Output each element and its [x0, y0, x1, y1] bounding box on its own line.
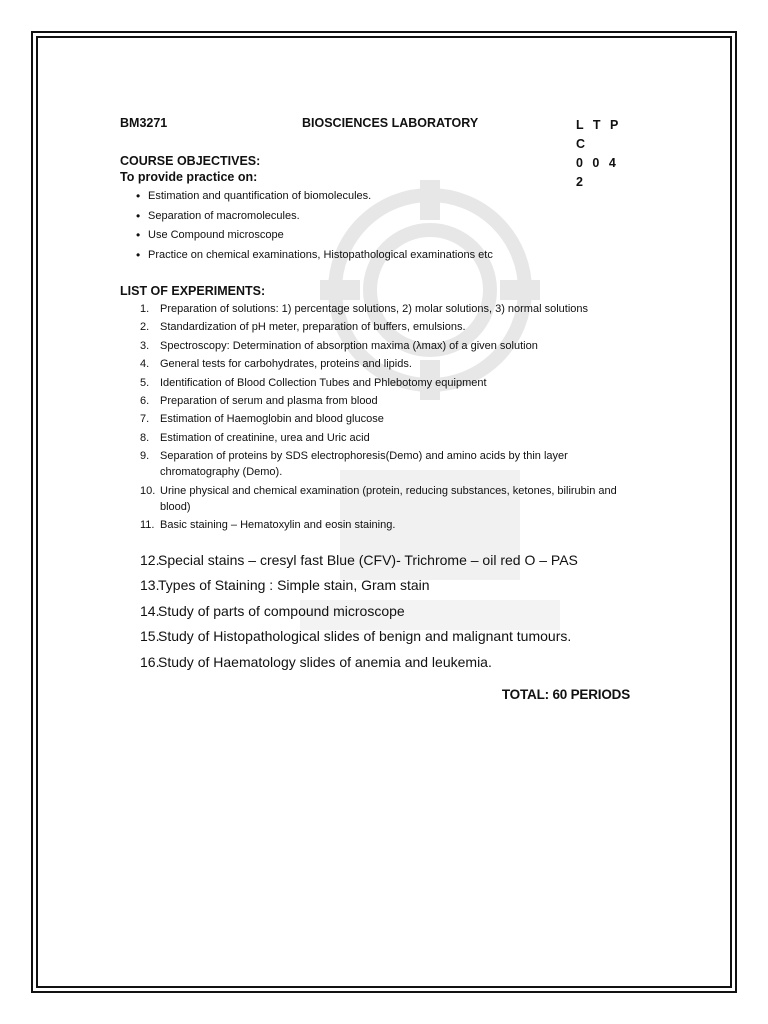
list-item — [120, 653, 640, 671]
list-item: • Use Compound microscope — [136, 226, 640, 246]
item-text: Basic staining – Hematoxylin and eosin staining. — [160, 518, 396, 531]
item-number: 5. — [140, 376, 150, 389]
list-item — [120, 301, 640, 317]
course-code: BM3271 — [120, 116, 168, 130]
item-number: 14. — [140, 602, 160, 619]
list-item: • Separation of macromolecules. — [136, 207, 640, 227]
experiments-list — [120, 301, 640, 533]
list-item: • Practice on chemical examinations, Histopathological examinations etc — [136, 246, 640, 266]
objectives-list — [120, 187, 640, 265]
item-text: General tests for carbohydrates, proteins and lipids. — [160, 358, 412, 371]
list-item — [120, 393, 640, 409]
objectives-intro: To provide practice on: — [120, 170, 258, 184]
item-text: Study of Haematology slides of anemia and leukemia. — [158, 653, 492, 670]
list-item — [120, 551, 640, 569]
item-text: Identification of Blood Collection Tubes and Phlebotomy equipment — [160, 376, 487, 389]
item-text: Preparation of serum and plasma from blood — [160, 394, 378, 407]
list-item — [120, 627, 640, 645]
objectives-heading: COURSE OBJECTIVES: — [120, 154, 261, 168]
list-item — [120, 483, 640, 515]
ltpc-values: 0 0 4 2 — [576, 156, 619, 189]
item-number: 9. — [140, 450, 150, 463]
item-text: Study of Histopathological slides of benign and malignant tumours. — [158, 628, 572, 645]
list-item — [120, 375, 640, 391]
item-number: 11. — [140, 518, 155, 531]
item-number: 6. — [140, 394, 150, 407]
list-item — [120, 576, 640, 594]
course-objectives — [120, 153, 640, 265]
item-number: 2. — [140, 321, 150, 334]
item-number: 3. — [140, 339, 150, 352]
item-text: Estimation of Haemoglobin and blood glucose — [160, 413, 384, 426]
item-text: Estimation of creatinine, urea and Uric acid — [160, 431, 370, 444]
item-text: Types of Staining : Simple stain, Gram stain — [158, 577, 430, 594]
item-number: 8. — [140, 431, 150, 444]
item-text: Preparation of solutions: 1) percentage solutions, 2) molar solutions, 3) normal solutions — [160, 303, 589, 315]
list-item — [120, 319, 640, 335]
total-periods: TOTAL: 60 PERIODS — [501, 687, 630, 702]
item-text: Standardization of pH meter, preparation of buffers, emulsions. — [160, 321, 466, 334]
item-text: Study of parts of compound microscope — [158, 602, 405, 619]
experiments-heading: LIST OF EXPERIMENTS: — [120, 284, 266, 298]
item-number: 16. — [140, 653, 160, 670]
list-item — [120, 448, 640, 480]
list-item — [120, 430, 640, 446]
item-number: 15. — [140, 628, 160, 645]
list-item: • Estimation and quantification of biomolecules. — [136, 187, 640, 207]
list-item — [120, 338, 640, 354]
item-number: 7. — [140, 413, 150, 426]
ltpc-label: L T P C — [576, 118, 622, 151]
list-item — [120, 356, 640, 372]
list-item — [120, 411, 640, 427]
item-number: 10. — [140, 484, 156, 497]
item-text: Spectroscopy: Determination of absorption maxima (λmax) of a given solution — [160, 339, 538, 352]
item-number: 12. — [140, 552, 160, 568]
course-title: BIOSCIENCES LABORATORY — [302, 116, 479, 130]
item-text: Separation of proteins by SDS electrophoresis(Demo) and amino acids by thin layer chromatography (Demo). — [160, 450, 568, 479]
item-number: 4. — [140, 358, 150, 371]
experiments-list-continued — [120, 551, 640, 678]
item-number: 1. — [140, 303, 150, 315]
list-of-experiments — [120, 283, 640, 535]
item-text: Special stains – cresyl fast Blue (CFV)- Trichrome – oil red O – PAS — [158, 552, 578, 568]
item-number: 13. — [140, 577, 160, 594]
item-text: Urine physical and chemical examination (protein, reducing substances, ketones, bilirubin and blood) — [160, 484, 617, 513]
list-item — [120, 517, 640, 533]
list-item — [120, 602, 640, 620]
